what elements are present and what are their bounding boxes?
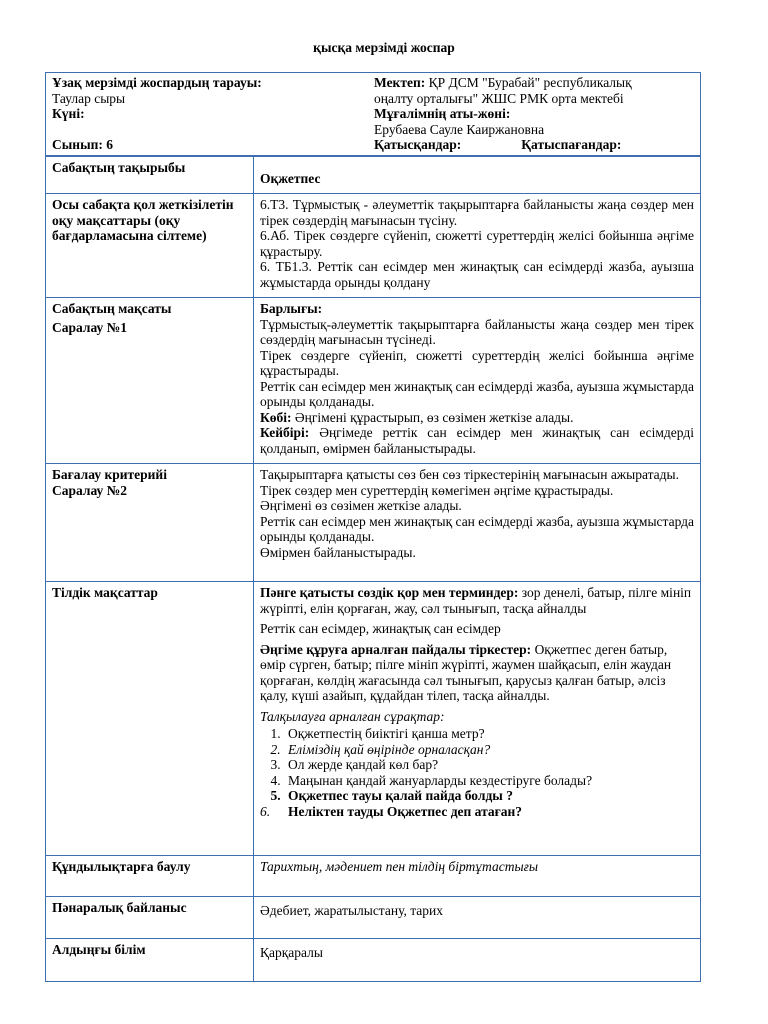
question-item: 5. Оқжетпес тауы қалай пайда болды ?	[284, 788, 694, 804]
assessment-item: Тірек сөздер мен суреттердің көмегімен әңгіме құрастырады.	[260, 482, 614, 498]
row-values	[46, 856, 701, 897]
phrases-text: Оқжетпес деген батыр, өмір сүрген, батыр; пілге мініп жүріпті, жаумен шайқасып, елін жаудан қорғаған, көлдің жағасында сәл тынығып, қарусыз қалған батыр, әлсіз қалу, күші азайып, құдайдан тілеп, тасқа айналды.	[260, 641, 672, 703]
assessment-content	[254, 464, 701, 582]
document-title: қысқа мерзімді жоспар	[313, 40, 455, 55]
assessment-label-1: Бағалау критерийі	[52, 467, 167, 482]
topic-label: Сабақтың тақырыбы	[46, 157, 254, 194]
prior-label: Алдыңғы білім	[46, 939, 254, 982]
question-item: 1. Оқжетпестің биіктігі қанша метр?	[284, 726, 694, 742]
all-label: Барлығы:	[260, 301, 323, 316]
row-language	[46, 582, 701, 856]
values-value: Тарихтың, мәдениет пен тілдің біртұтастығы	[254, 856, 701, 897]
row-assessment	[46, 464, 701, 582]
header-right	[374, 75, 699, 153]
question-item: 6. Неліктен тауды Оқжетпес деп атаған?	[260, 803, 523, 819]
terms-label: Пәнге қатысты сөздік қор мен терминдер:	[260, 585, 519, 600]
row-objectives	[46, 194, 701, 298]
present-label: Қатысқандар:	[374, 137, 462, 152]
question-item: 3. Ол жерде қандай көл бар?	[284, 757, 694, 773]
all-item: Тұрмыстық-әлеуметтік тақырыптарға байланысты жаңа сөздер мен тірек сөздердің мағынасын түсінеді.	[260, 316, 694, 347]
prior-value: Қарқаралы	[254, 939, 701, 982]
absent-label: Қатыспағандар:	[521, 137, 622, 152]
values-label: Құндылықтарға баулу	[46, 856, 254, 897]
topic-value: Оқжетпес	[254, 157, 701, 194]
questions-list	[260, 726, 694, 819]
lesson-goal-label-2: Саралау №1	[52, 319, 127, 335]
assessment-label	[46, 464, 254, 582]
teacher-value: Ерубаева Сауле Каиржановна	[374, 121, 545, 137]
objective-item: 6. ТБ1.3. Реттік сан есімдер мен жинақтық сан есімдерді жазба, ауызша жұмыстарда орынды қолдану	[260, 259, 694, 290]
section-value: Таулар сыры	[52, 90, 126, 106]
lesson-plan-table	[45, 156, 701, 982]
interdisciplinary-value: Әдебиет, жаратылыстану, тарих	[254, 897, 701, 939]
objective-item: 6.Аб. Тірек сөздерге сүйеніп, сюжетті суреттердің желісі бойынша әңгіме құрастыру.	[260, 228, 694, 259]
all-item: Реттік сан есімдер мен жинақтық сан есімдерді жазба, ауызша жұмыстарда орынды қолданады.	[260, 378, 694, 409]
assessment-item: Реттік сан есімдер мен жинақтық сан есімдерді жазба, ауызша жұмыстарда орынды қолданады.	[260, 513, 694, 544]
most-text: Әңгімені құрастырып, өз сөзімен жеткізе алады.	[291, 409, 574, 425]
lesson-goal-content	[254, 298, 701, 464]
assessment-label-2: Саралау №2	[52, 482, 127, 498]
some-label: Кейбірі:	[260, 425, 310, 440]
question-item: 2. Еліміздің қай өңірінде орналасқан?	[284, 742, 694, 758]
row-interdisciplinary	[46, 897, 701, 939]
assessment-item: Өмірмен байланыстырады.	[260, 544, 416, 560]
row-prior-knowledge	[46, 939, 701, 982]
lesson-goal-label	[46, 298, 254, 464]
lesson-goal-label-1: Сабақтың мақсаты	[52, 301, 172, 316]
question-text: Неліктен тауды Оқжетпес деп атаған?	[288, 803, 523, 819]
school-label: Мектеп:	[374, 75, 426, 90]
language-content	[254, 582, 701, 856]
day-label: Күні:	[52, 106, 85, 121]
assessment-item: Тақырыптарға қатысты сөз бен сөз тіркестерінің мағынасын ажыратады.	[260, 467, 679, 482]
assessment-item: Әңгімені өз сөзімен жеткізе алады.	[260, 498, 462, 513]
most-label: Көбі:	[260, 409, 292, 425]
interdisciplinary-label: Пәнаралық байланыс	[46, 897, 254, 939]
class-label: Сынып: 6	[52, 136, 114, 152]
questions-label: Талқылауға арналған сұрақтар:	[260, 708, 445, 724]
school-value-1: ҚР ДСМ "Бурабай" республикалық	[425, 75, 632, 90]
phrases-label: Әңгіме құруға арналған пайдалы тіркестер:	[260, 641, 532, 657]
all-item: Тірек сөздерге сүйеніп, сюжетті суреттердің желісі бойынша әңгіме құрастырады.	[260, 347, 694, 378]
objective-item: 6.Т3. Тұрмыстық - әлеуметтік тақырыптарға байланысты жаңа сөздер мен тірек сөздердің мағынасын түсіну.	[260, 197, 694, 228]
language-label: Тілдік мақсаттар	[46, 582, 254, 856]
teacher-label: Мұғалімнің аты-жөні:	[374, 106, 511, 121]
some-text: Әңгімеде реттік сан есімдер мен жинақтық сан есімдерді қолданып, өмірмен байланыстырады.	[260, 425, 694, 456]
school-value-2: оңалту орталығы" ЖШС РМК орта мектебі	[374, 90, 624, 106]
terms-text: зор денелі, батыр, пілге мініп жүріпті, елін қорғаған, жау, сәл тынығып, тасқа айналды	[260, 585, 692, 616]
row-topic	[46, 157, 701, 194]
numerals-text: Реттік сан есімдер, жинақтық сан есімдер	[260, 621, 501, 636]
section-label: Ұзақ мерзімді жоспардың тарауы:	[52, 75, 262, 90]
header-block	[45, 72, 701, 156]
row-lesson-goal	[46, 298, 701, 464]
header-left	[52, 75, 352, 152]
objectives-label: Осы сабақта қол жеткізілетін оқу мақсаттары (оқу бағдарламасына сілтеме)	[46, 194, 254, 298]
question-item: 4. Маңынан қандай жануарларды кездестіруге болады?	[284, 773, 694, 789]
objectives-content	[254, 194, 701, 298]
